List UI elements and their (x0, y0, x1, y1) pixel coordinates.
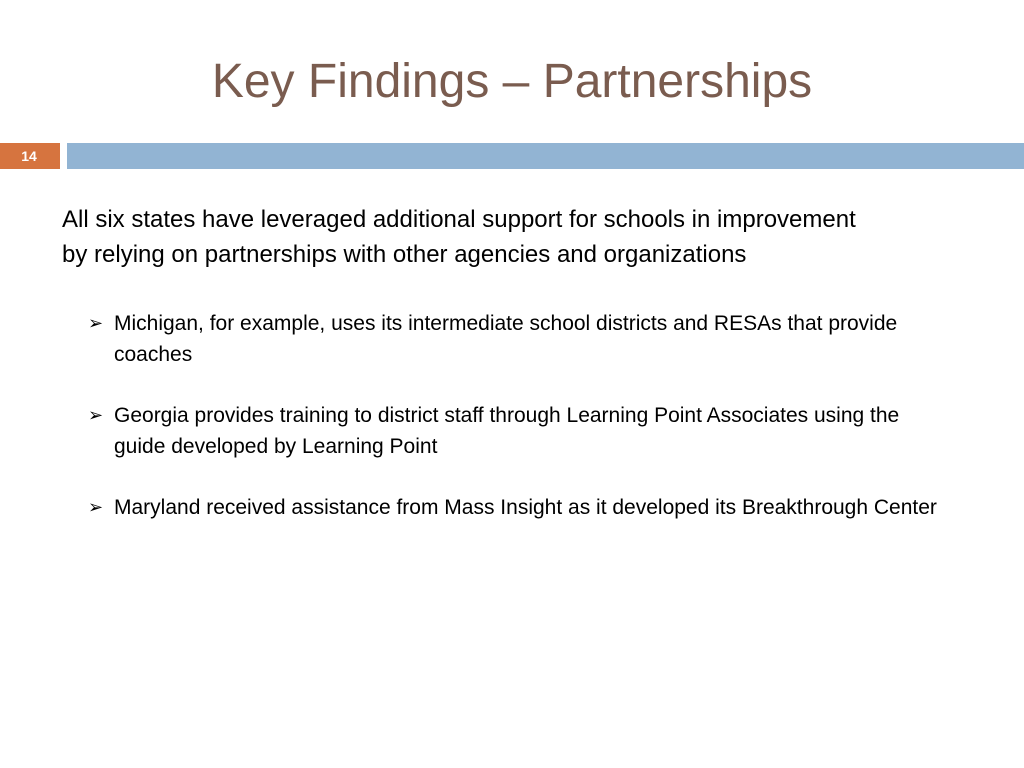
arrow-bullet-icon: ➢ (88, 405, 104, 425)
intro-paragraph: All six states have leveraged additional support for schools in improvement by relying on partnerships with other agencies and organizations (62, 206, 856, 268)
arrow-bullet-icon: ➢ (88, 497, 104, 517)
arrow-bullet-icon: ➢ (88, 313, 104, 333)
bullet-text: Michigan, for example, uses its intermediate school districts and RESAs that provide coaches (114, 312, 898, 366)
bullet-text: Georgia provides training to district staff through Learning Point Associates using the guide developed by Learning Point (114, 404, 900, 458)
title-divider-bar (67, 143, 1024, 169)
bullet-list (62, 308, 962, 523)
slide-number: 14 (21, 148, 37, 164)
bullet-item-georgia (88, 400, 944, 462)
slide-content (62, 202, 962, 553)
slide-title: Key Findings – Partnerships (211, 55, 813, 108)
slide-number-badge (0, 143, 60, 169)
bullet-text: Maryland received assistance from Mass Insight as it developed its Breakthrough Center (114, 496, 937, 519)
bullet-item-maryland (88, 492, 944, 523)
bullet-item-michigan (88, 308, 944, 370)
